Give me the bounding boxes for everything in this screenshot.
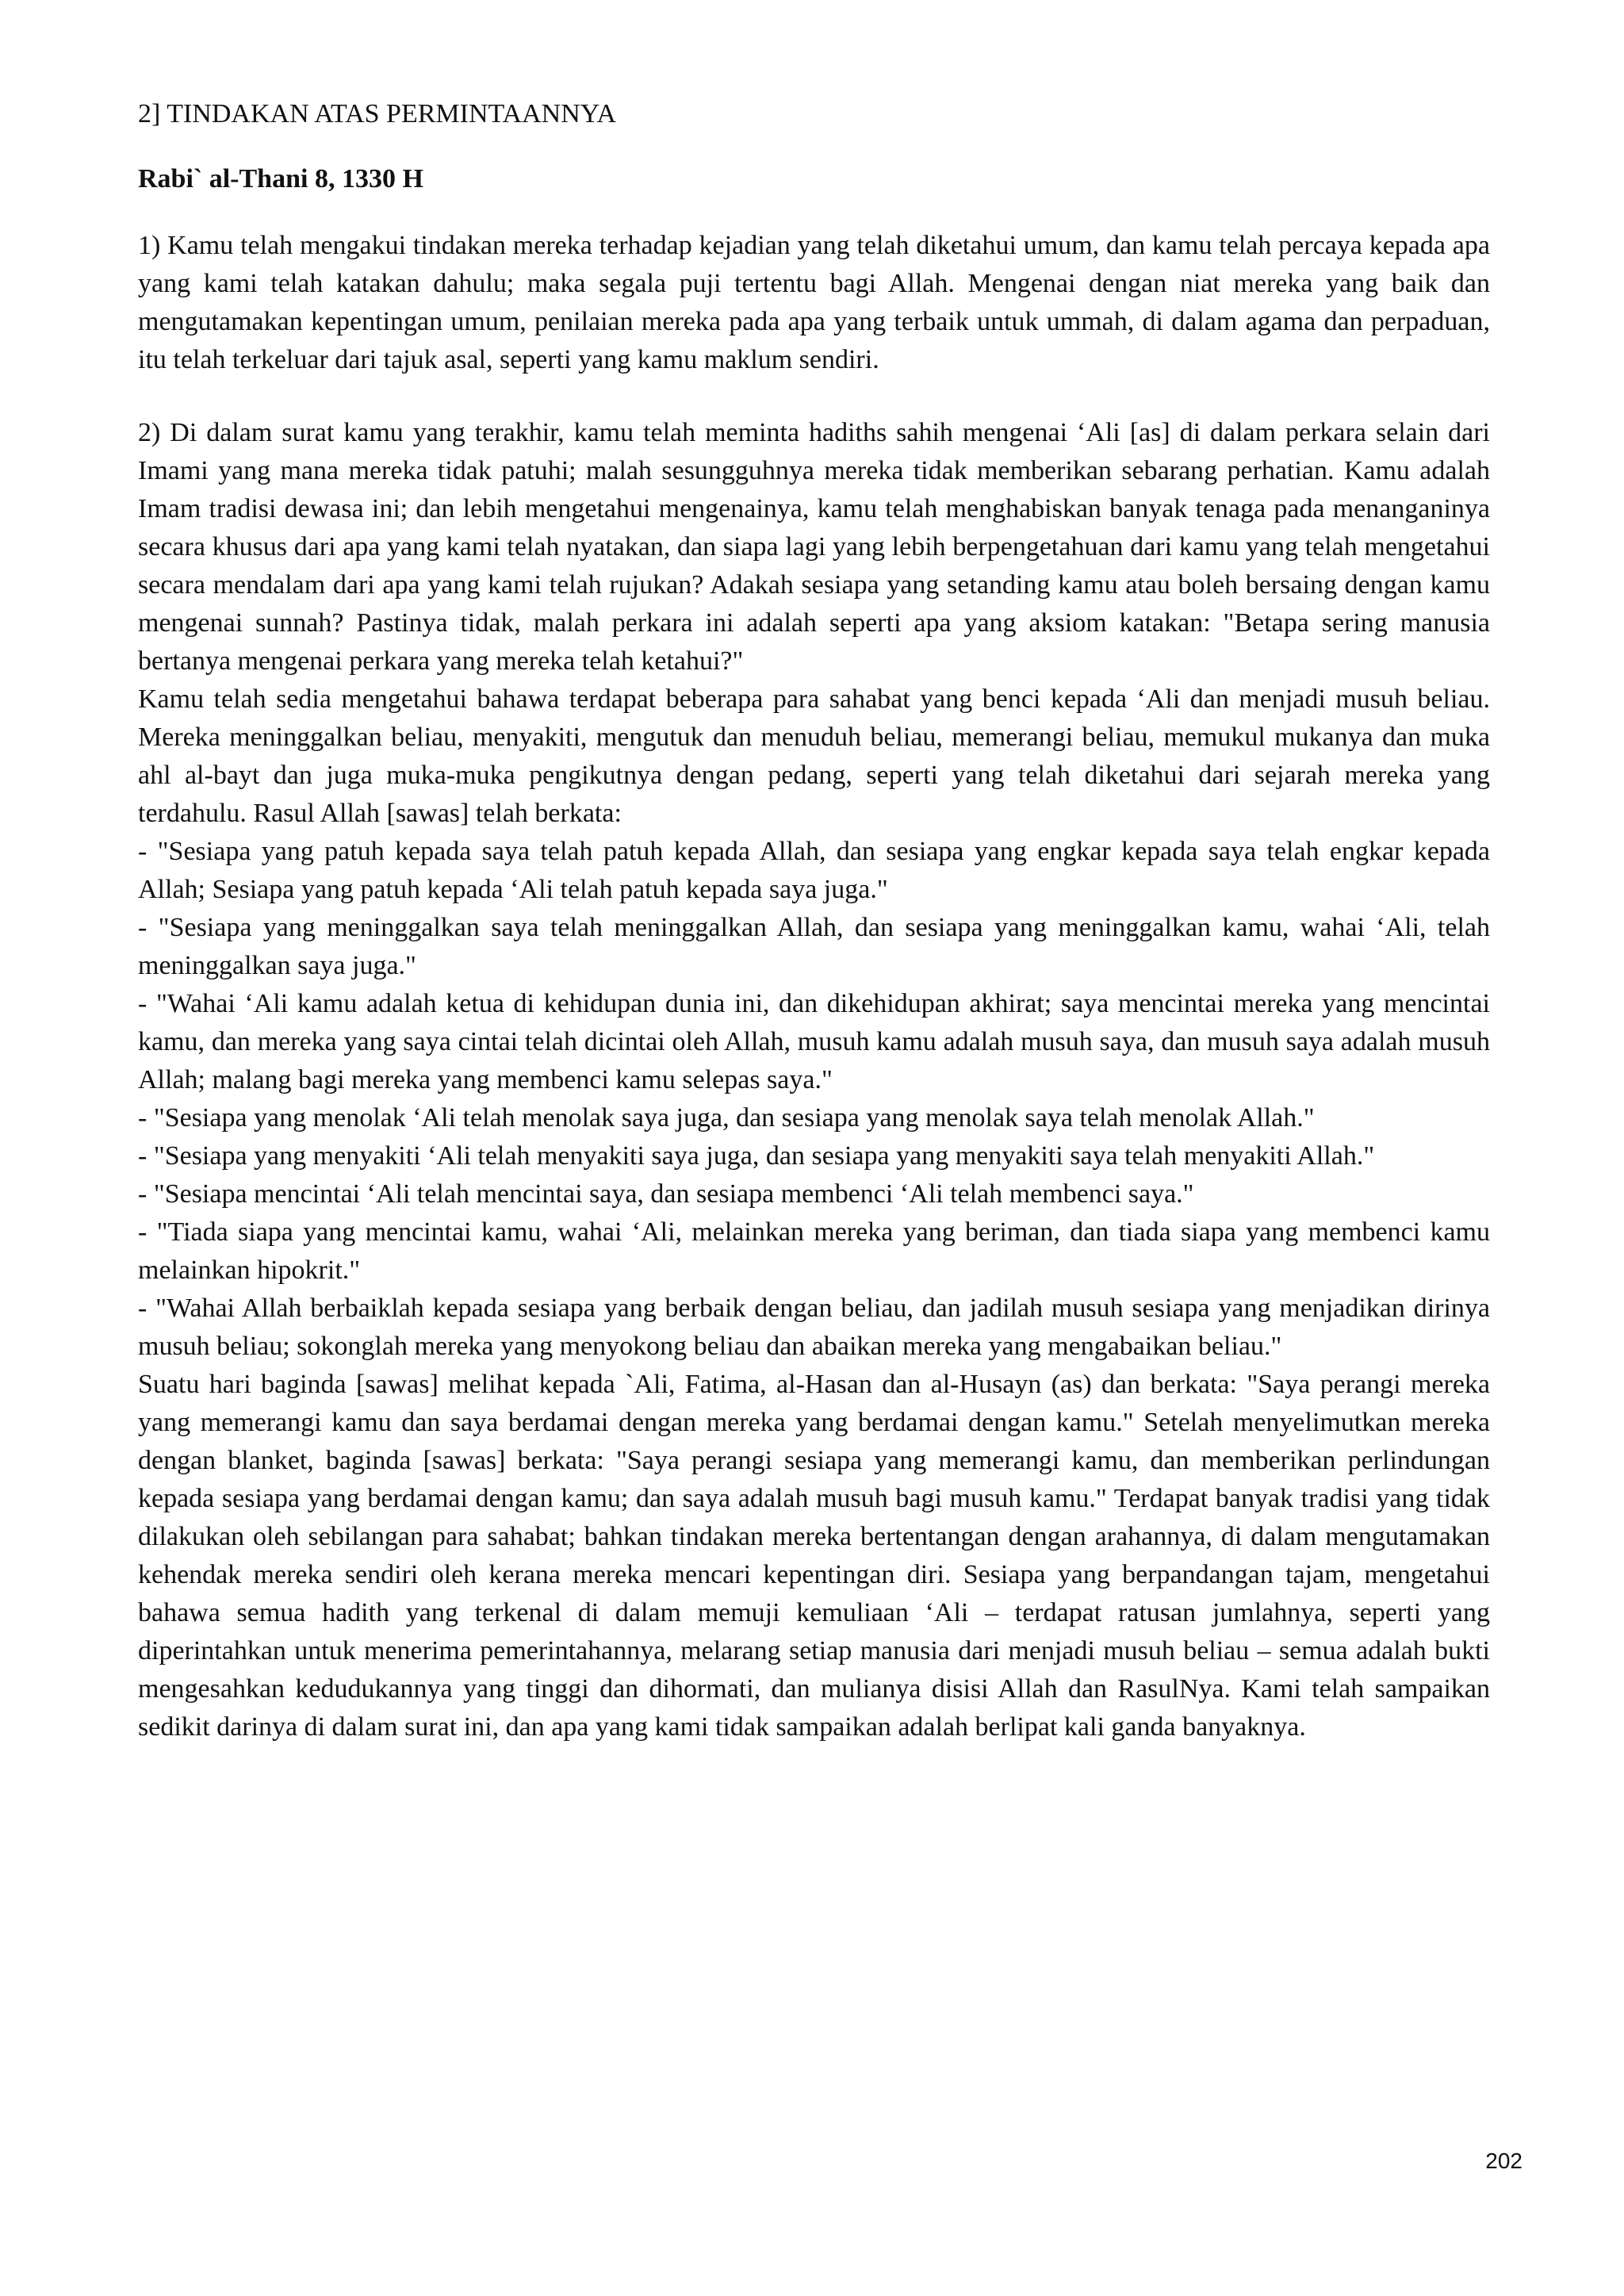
hadith-item-2: - "Sesiapa yang meninggalkan saya telah meninggalkan Allah, dan sesiapa yang meninggalkan kamu, wahai ‘Ali, telah meninggalkan saya juga." (138, 913, 1490, 980)
hadith-item-5: - "Sesiapa yang menyakiti ‘Ali telah menyakiti saya juga, dan sesiapa yang menyakiti saya telah menyakiti Allah." (138, 1141, 1375, 1171)
paragraph-2: 2) Di dalam surat kamu yang terakhir, kamu telah meminta hadiths sahih mengenai ‘Ali [as] di dalam perkara selain dari Imami yang mana mereka tidak patuhi; malah sesungguhnya mereka tidak memberikan sebarang perhatian. Kamu adalah Imam tradisi dewasa ini; dan lebih mengetahui mengenainya, kamu telah menghabiskan banyak tenaga pada menanganinya secara khusus dari apa yang kami telah nyatakan, dan siapa lagi yang lebih berpengetahuan dari kamu yang telah mengetahui secara mendalam dari apa yang kami telah rujukan? Adakah sesiapa yang setanding kamu atau boleh bersaing dengan kamu mengenai sunnah? Pastinya tidak, malah perkara ini adalah seperti apa yang aksiom katakan: "Betapa sering manusia bertanya mengenai perkara yang mereka telah ketahui?" (138, 418, 1490, 676)
hadith-item-4: - "Sesiapa yang menolak ‘Ali telah menolak saya juga, dan sesiapa yang menolak saya telah menolak Allah." (138, 1103, 1315, 1133)
paragraph-3: Kamu telah sedia mengetahui bahawa terdapat beberapa para sahabat yang benci kepada ‘Ali dan menjadi musuh beliau. Mereka meninggalkan beliau, menyakiti, mengutuk dan menuduh beliau, memerangi beliau, memukul mukanya dan muka ahl al-bayt dan juga muka-muka pengikutnya dengan pedang, seperti yang telah diketahui dari sejarah mereka yang terdahulu. Rasul Allah [sawas] telah berkata: (138, 684, 1490, 828)
paragraph-final: Suatu hari baginda [sawas] melihat kepada `Ali, Fatima, al-Hasan dan al-Husayn (as) dan berkata: "Saya perangi mereka yang memerangi kamu dan saya berdamai dengan mereka yang berdamai dengan kamu." Setelah menyelimutkan mereka dengan blanket, baginda [sawas] berkata: "Saya perangi sesiapa yang memerangi kamu, dan memberikan perlindungan kepada sesiapa yang berdamai dengan kamu; dan saya adalah musuh bagi musuh kamu." Terdapat banyak tradisi yang tidak dilakukan oleh sebilangan para sahabat; bahkan tindakan mereka bertentangan dengan arahannya, di dalam mengutamakan kehendak mereka sendiri oleh kerana mereka mencari kepentingan diri. Sesiapa yang berpandangan tajam, mengetahui bahawa semua hadith yang terkenal di dalam memuji kemuliaan ‘Ali – terdapat ratusan jumlahnya, seperti yang diperintahkan untuk menerima pemerintahannya, melarang setiap manusia dari menjadi musuh beliau – semua adalah bukti mengesahkan kedudukannya yang tinggi dan dihormati, dan mulianya disisi Allah dan RasulNya. Kami telah sampaikan sedikit darinya di dalam surat ini, dan apa yang kami tidak sampaikan adalah berlipat kali ganda banyaknya. (138, 1370, 1490, 1742)
letter-date: Rabi` al-Thani 8, 1330 H (138, 164, 423, 194)
document-page (138, 95, 1490, 1746)
page-number: 202 (1485, 2148, 1522, 2173)
hadith-item-8: - "Wahai Allah berbaiklah kepada sesiapa yang berbaik dengan beliau, dan jadilah musuh sesiapa yang menjadikan dirinya musuh beliau; sokonglah mereka yang menyokong beliau dan abaikan mereka yang mengabaikan beliau." (138, 1294, 1490, 1361)
hadith-item-6: - "Sesiapa mencintai ‘Ali telah mencintai saya, dan sesiapa membenci ‘Ali telah membenci saya." (138, 1179, 1194, 1209)
hadith-item-3: - "Wahai ‘Ali kamu adalah ketua di kehidupan dunia ini, dan dikehidupan akhirat; saya mencintai mereka yang mencintai kamu, dan mereka yang saya cintai telah dicintai oleh Allah, musuh kamu adalah musuh saya, dan musuh saya adalah musuh Allah; malang bagi mereka yang membenci kamu selepas saya." (138, 989, 1490, 1094)
section-heading: 2] TINDAKAN ATAS PERMINTAANNYA (138, 99, 617, 128)
hadith-item-7: - "Tiada siapa yang mencintai kamu, wahai ‘Ali, melainkan mereka yang beriman, dan tiada siapa yang membenci kamu melainkan hipokrit." (138, 1217, 1490, 1285)
hadith-item-1: - "Sesiapa yang patuh kepada saya telah patuh kepada Allah, dan sesiapa yang engkar kepada saya telah engkar kepada Allah; Sesiapa yang patuh kepada ‘Ali telah patuh kepada saya juga." (138, 837, 1490, 904)
paragraph-1: 1) Kamu telah mengakui tindakan mereka terhadap kejadian yang telah diketahui umum, dan kamu telah percaya kepada apa yang kami telah katakan dahulu; maka segala puji tertentu bagi Allah. Mengenai dengan niat mereka yang baik dan mengutamakan kepentingan umum, penilaian mereka pada apa yang terbaik untuk ummah, di dalam agama dan perpaduan, itu telah terkeluar dari tajuk asal, seperti yang kamu maklum sendiri. (138, 231, 1490, 374)
